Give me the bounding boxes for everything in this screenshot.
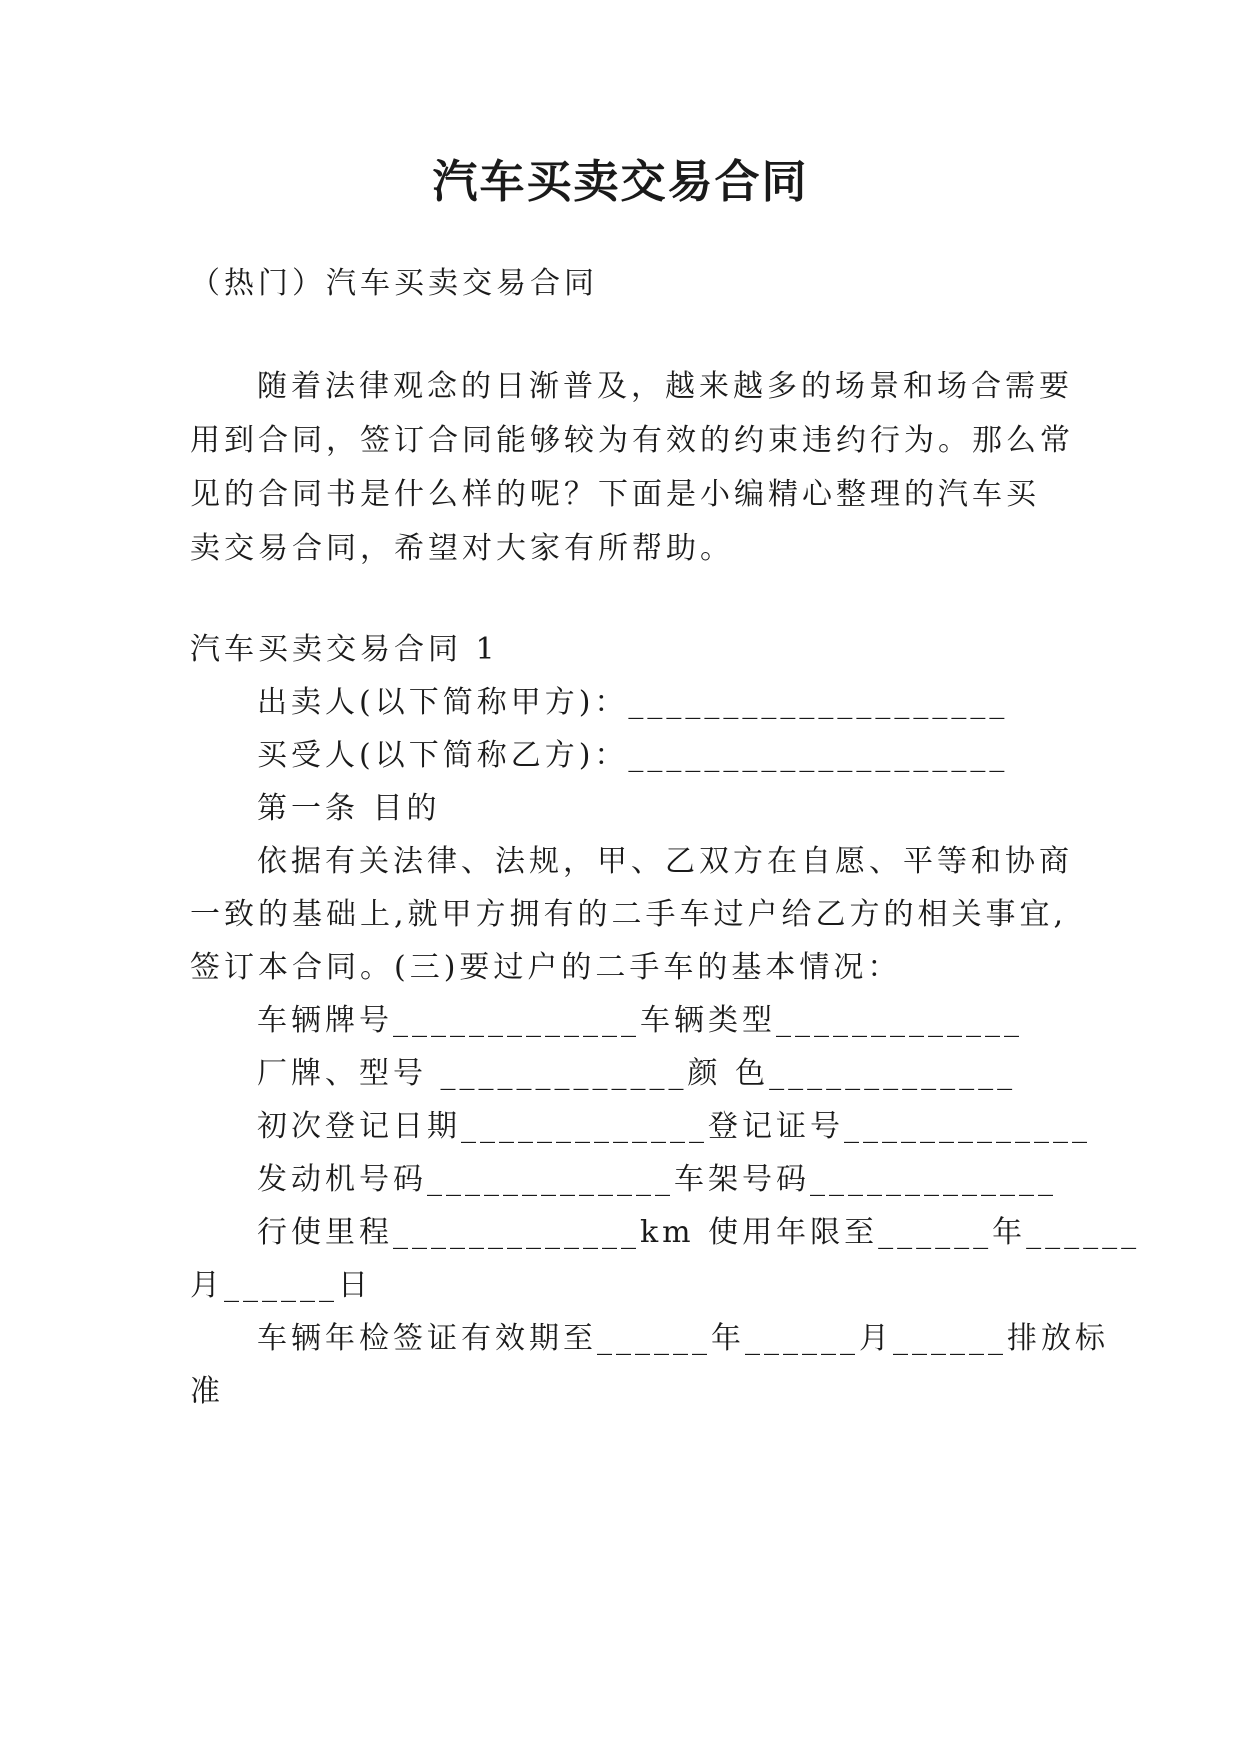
intro-line-1: 随着法律观念的日渐普及，越来越多的场景和场合需要 bbox=[257, 369, 1073, 404]
article-one-text-1: 依据有关法律、法规，甲、乙双方在自愿、平等和协商 bbox=[257, 844, 1073, 879]
article-one-heading: 第一条 目的 bbox=[257, 791, 441, 826]
vehicle-brand-color-line: 厂牌、型号 _____________颜 色_____________ bbox=[257, 1056, 1017, 1091]
inspection-line: 车辆年检签证有效期至______年______月______排放标 bbox=[257, 1321, 1109, 1356]
intro-line-3: 见的合同书是什么样的呢？下面是小编精心整理的汽车买 bbox=[190, 477, 1040, 512]
inspection-line-cont: 准 bbox=[190, 1374, 224, 1409]
intro-line-2: 用到合同，签订合同能够较为有效的约束违约行为。那么常 bbox=[190, 423, 1074, 458]
document-title: 汽车买卖交易合同 bbox=[432, 155, 809, 208]
contract-heading: 汽车买卖交易合同 1 bbox=[190, 632, 499, 667]
seller-line: 出卖人(以下简称甲方)：____________________ bbox=[257, 685, 1009, 720]
mileage-line: 行使里程_____________km 使用年限至______年______ bbox=[257, 1215, 1141, 1250]
buyer-line: 买受人(以下简称乙方)：____________________ bbox=[257, 738, 1009, 773]
article-one-text-3: 签订本合同。(三)要过户的二手车的基本情况： bbox=[190, 950, 902, 985]
mileage-line-cont: 月______日 bbox=[190, 1268, 372, 1303]
subtitle: （热门）汽车买卖交易合同 bbox=[190, 266, 598, 301]
engine-frame-line: 发动机号码_____________车架号码_____________ bbox=[257, 1162, 1057, 1197]
registration-line: 初次登记日期_____________登记证号_____________ bbox=[257, 1109, 1091, 1144]
article-one-text-2: 一致的基础上,就甲方拥有的二手车过户给乙方的相关事宜, bbox=[190, 897, 1068, 932]
intro-line-4: 卖交易合同，希望对大家有所帮助。 bbox=[190, 531, 734, 566]
vehicle-plate-type-line: 车辆牌号_____________车辆类型_____________ bbox=[257, 1003, 1023, 1038]
